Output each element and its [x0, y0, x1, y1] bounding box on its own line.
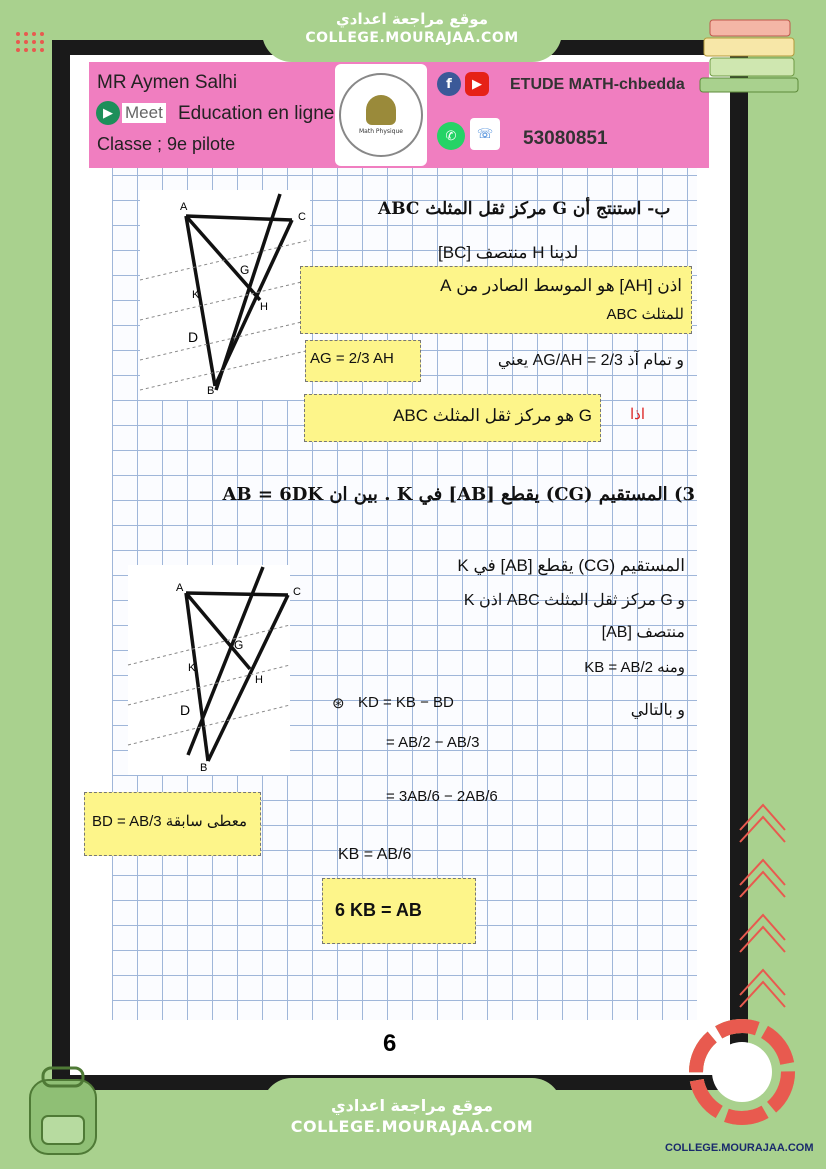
hw-line-3-1: المستقيم (CG) يقطع [AB] في K	[457, 556, 685, 575]
whatsapp-icon[interactable]: ✆	[437, 122, 465, 150]
site-name-ar: موقع مراجعة اعدادي	[336, 10, 488, 28]
dots-pattern	[14, 30, 54, 60]
corner-logo-text: COLLEGE.MOURAJAA.COM	[665, 1142, 814, 1154]
hw-line-b1: لدينا H منتصف [BC]	[438, 243, 579, 262]
triangle-figure-2	[128, 565, 301, 775]
svg-text:B: B	[207, 385, 215, 397]
chevron-up-icon	[735, 790, 790, 1040]
backpack-icon	[18, 1060, 108, 1160]
svg-text:A: A	[176, 582, 184, 594]
teacher-name: MR Aymen Salhi	[97, 72, 238, 93]
page-number: 6	[383, 1030, 397, 1057]
youtube-icon[interactable]: ▶	[465, 72, 489, 96]
site-banner-top[interactable]	[262, 0, 562, 62]
svg-text:D: D	[180, 702, 191, 718]
phone-number: 53080851	[523, 128, 608, 149]
phone-icon[interactable]: ☏	[470, 118, 500, 150]
question-b: ب- استنتج أن G مركز ثقل المثلث ABC	[378, 199, 671, 219]
hw-box-bd: BD = AB/3 معطى سابقة	[92, 813, 247, 830]
hw-eq2: = AB/2 − AB/3	[386, 734, 480, 751]
school-logo: Math Physique	[335, 64, 427, 166]
hw-line-b2: و تمام آذ AG/AH = 2/3 يعني	[497, 352, 684, 369]
site-url-bottom[interactable]: COLLEGE.MOURAJAA.COM	[290, 1117, 534, 1136]
hw-red-idhan: اذا	[630, 406, 646, 423]
svg-text:C: C	[293, 586, 301, 598]
svg-text:G: G	[234, 638, 244, 652]
svg-text:H: H	[255, 674, 263, 686]
meet-label: Meet	[122, 103, 166, 123]
svg-text:H: H	[260, 301, 268, 313]
hw-eq3: = 3AB/6 − 2AB/6	[386, 788, 498, 805]
facebook-icon[interactable]: f	[437, 72, 461, 96]
hw-line-3-2: و G مركز ثقل المثلث ABC اذن K	[463, 592, 685, 609]
hw-box1-line1: اذن [AH] هو الموسط الصادر من A	[440, 276, 682, 295]
svg-text:D: D	[188, 329, 199, 345]
triangle-figure-1	[140, 190, 310, 400]
hw-line-3-5: و بالتالي	[630, 702, 685, 719]
svg-text:K: K	[188, 662, 196, 674]
hw-box2: AG = 2/3 AH	[310, 350, 394, 367]
svg-text:A: A	[180, 201, 188, 213]
hw-line-3-3: منتصف [AB]	[601, 624, 685, 641]
meet-icon: ▶	[96, 101, 120, 125]
class-label: Classe ; 9e pilote	[97, 134, 236, 154]
hw-box3: G هو مركز ثقل المثلث ABC	[393, 406, 592, 425]
hw-box1-line2: للمثلث ABC	[606, 306, 684, 323]
books-icon	[700, 14, 810, 96]
svg-text:C: C	[298, 211, 306, 223]
hw-box-final: 6 KB = AB	[335, 900, 422, 920]
site-url[interactable]: COLLEGE.MOURAJAA.COM	[305, 30, 519, 46]
etude-label: ETUDE MATH-chbedda	[510, 76, 685, 93]
education-label: Education en ligne	[178, 103, 335, 124]
svg-text:G: G	[240, 263, 250, 277]
education-wheel-icon	[694, 1020, 794, 1132]
hw-eq4: KB = AB/6	[338, 846, 412, 863]
svg-text:B: B	[200, 762, 208, 774]
svg-text:K: K	[192, 289, 200, 301]
circle-star-mark: ⊛	[332, 695, 345, 712]
site-name-ar-bottom: موقع مراجعة اعدادي	[330, 1096, 494, 1115]
site-banner-bottom[interactable]	[262, 1078, 562, 1148]
question-3: 3) المستقيم (CG) يقطع [AB] في K . بين ان AB = 6DK	[222, 484, 695, 505]
hw-line-3-4: ومنه KB = AB/2	[584, 659, 685, 676]
hw-eq1: KD = KB − BD	[358, 694, 454, 711]
